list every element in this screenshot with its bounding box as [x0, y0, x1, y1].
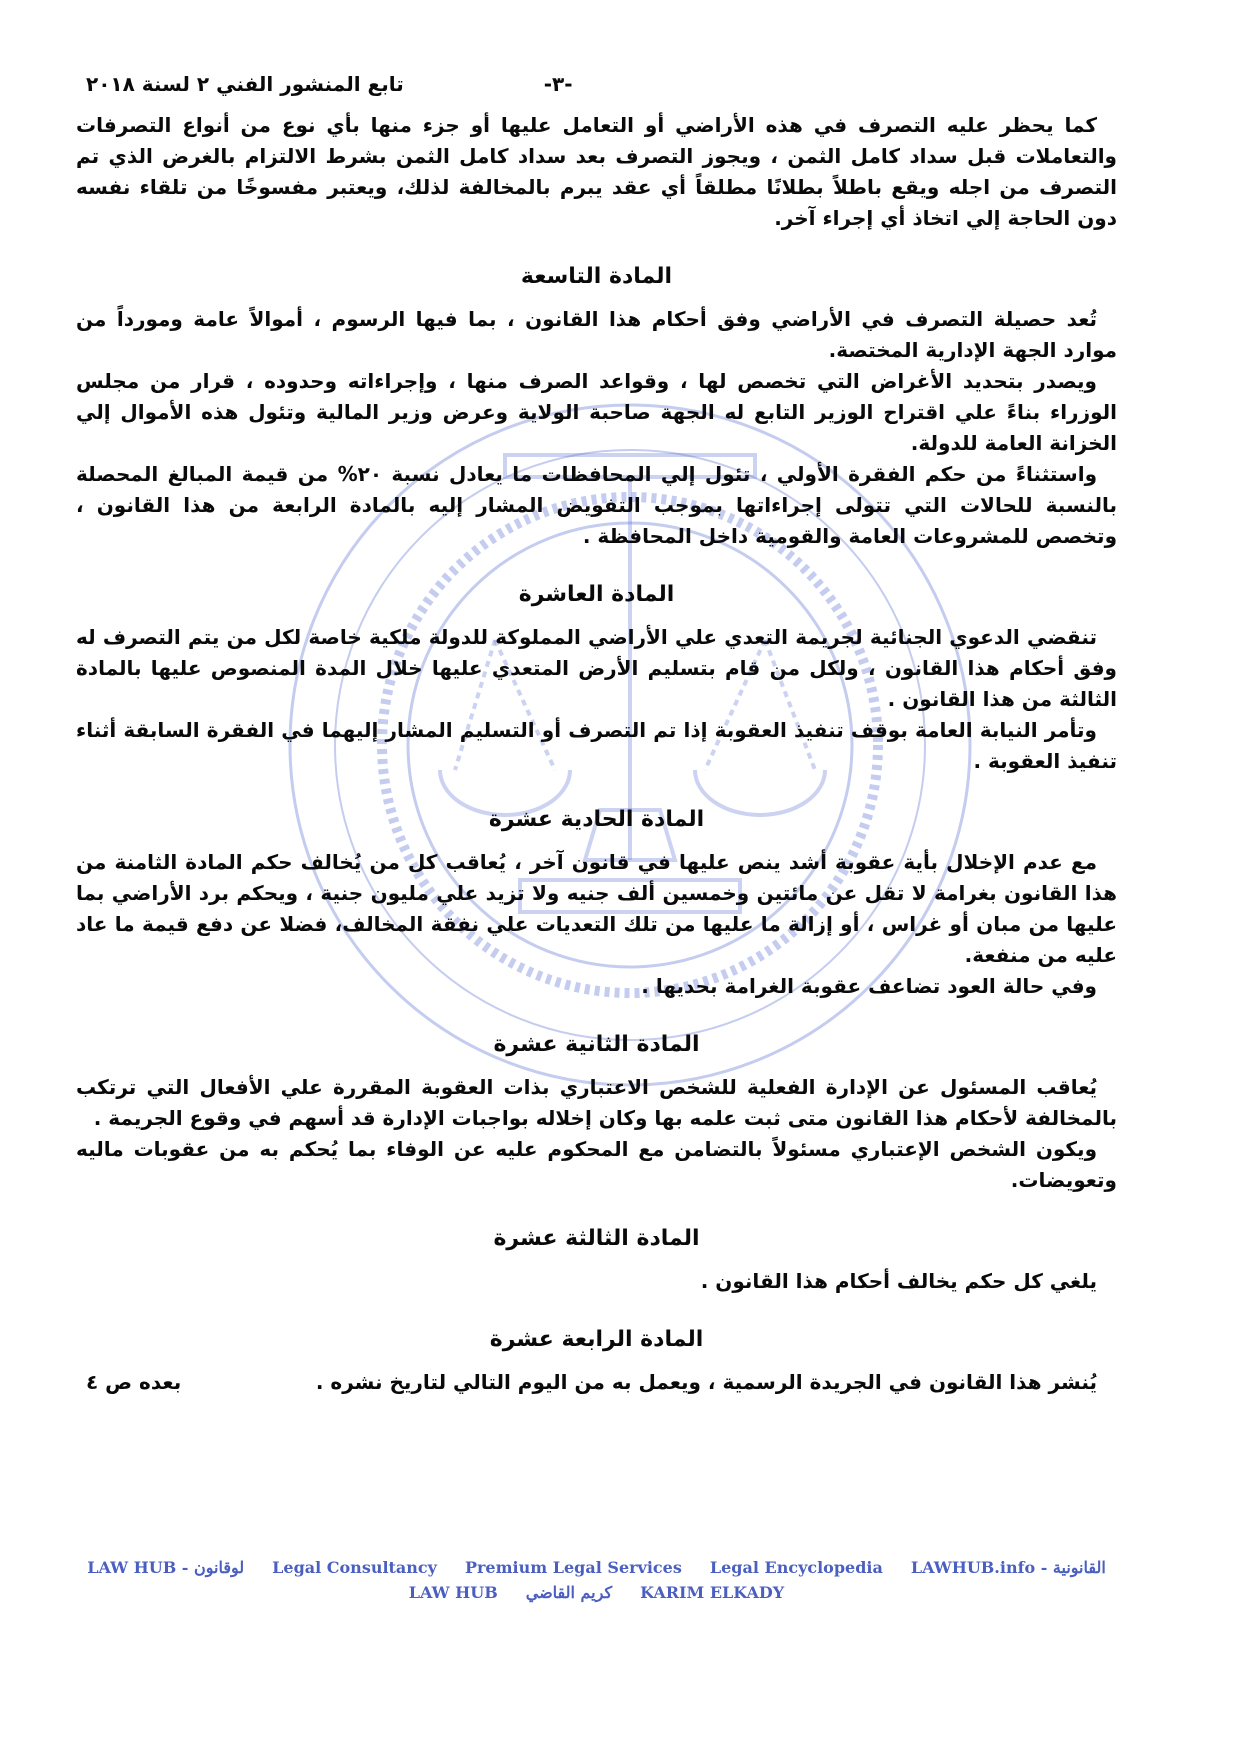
watermark-name-en: KARIM ELKADY [640, 1583, 785, 1602]
article-13-heading: المادة الثالثة عشرة [493, 1226, 700, 1251]
watermark-ring-bottom-right: Legal Encyclopedia [709, 1558, 883, 1577]
article-9-paragraph-2: ويصدر بتحديد الأغراض التي تخصص لها ، وقواعد الصرف منها ، وإجراءاته وحدوده ، قرار من مجلس الوزراء بناءً علي اقتراح الوزير التابع له الجهة صاحبة الولاية وعرض وزير المالية وتئول هذه الأموال إلي الخزانة العامة للدولة. [76, 369, 1117, 455]
article-9-paragraph-3: واستثناءً من حكم الفقرة الأولي ، تئول إلي المحافظات ما يعادل نسبة ٢٠% من قيمة المبالغ المحصلة بالنسبة للحالات التي تتولى إجراءاتها بموجب التفويض المشار إليه بالمادة الرابعة من هذا القانون ، وتخصص للمشروعات العامة والقومية داخل المحافظة . [76, 462, 1117, 548]
watermark-top-arc: LAW HUB - لوقانون [87, 1558, 245, 1577]
watermark-ring-left: Legal Consultancy [272, 1558, 437, 1577]
article-10-paragraph-2: وتأمر النيابة العامة بوقف تنفيذ العقوبة إذا تم التصرف أو التسليم المشار إليهما في الفقرة السابقة أثناء تنفيذ العقوبة . [76, 718, 1117, 773]
article-9-heading: المادة التاسعة [520, 264, 673, 289]
watermark-name-ar: كريم القاضي [525, 1583, 613, 1602]
intro-paragraph: كما يحظر عليه التصرف في هذه الأراضي أو التعامل عليها أو جزء منها بأي نوع من أنواع التصرفات والتعاملات قبل سداد كامل الثمن ، ويجوز التصرف بعد سداد كامل الثمن بشرط الالتزام بالغرض الذي تم التصرف من اجله ويقع باطلاً بطلانًا مطلقاً أي عقد يبرم بالمخالفة لذلك، ويعتبر مفسوخًا من تلقاء نفسه دون الحاجة إلي اتخاذ أي إجراء آخر. [76, 113, 1117, 230]
article-10-heading: المادة العاشرة [518, 582, 675, 607]
article-11-paragraph-2: وفي حالة العود تضاعف عقوبة الغرامة بحديها . [641, 974, 1097, 998]
continued-on-page-note: بعده ص ٤ [86, 1370, 182, 1394]
page-number: -٣- [543, 72, 573, 96]
article-14-paragraph-1: يُنشر هذا القانون في الجريدة الرسمية ، ويعمل به من اليوم التالي لتاريخ نشره . [315, 1370, 1097, 1394]
watermark-labels [76, 1548, 1117, 1602]
article-12-paragraph-1: يُعاقب المسئول عن الإدارة الفعلية للشخص الاعتباري بذات العقوبة المقررة علي الأفعال التي ترتكب بالمخالفة لأحكام هذا القانون متى ثبت علمه بها وكان إخلاله بواجبات الإدارة قد أسهم في وقوع الجريمة . [76, 1075, 1117, 1130]
article-9-paragraph-1: تُعد حصيلة التصرف في الأراضي وفق أحكام هذا القانون ، بما فيها الرسوم ، أموالاً عامة ومورداً من موارد الجهة الإدارية المختصة. [76, 307, 1117, 362]
article-13-paragraph-1: يلغي كل حكم يخالف أحكام هذا القانون . [700, 1269, 1097, 1293]
watermark-bottom-arc: LAWHUB.info - القانونية [910, 1558, 1106, 1577]
watermark-ring-right: Premium Legal Services [464, 1558, 682, 1577]
article-11-paragraph-1: مع عدم الإخلال بأية عقوبة أشد ينص عليها في قانون آخر ، يُعاقب كل من يُخالف حكم المادة الثامنة من هذا القانون بغرامة لا تقل عن مائتين وخمسين ألف جنيه ولا تزيد علي مليون جنية ، ويحكم برد الأراضي بما عليها من مبان أو غراس ، أو إزالة ما عليها من تلك التعديات علي نفقة المخالف، فضلا عن دفع قيمة ما عاد عليه من منفعة. [76, 850, 1117, 967]
article-14-heading: المادة الرابعة عشرة [489, 1327, 704, 1352]
final-line-row [76, 1367, 1117, 1398]
article-12-paragraph-2: ويكون الشخص الإعتباري مسئولاً بالتضامن مع المحكوم عليه عن الوفاء بما يُحكم به من عقوبات ماليه وتعويضات. [76, 1137, 1117, 1192]
running-title: تابع المنشور الفني ٢ لسنة ٢٠١٨ [86, 72, 404, 96]
article-10-paragraph-1: تنقضي الدعوي الجنائية لجريمة التعدي علي الأراضي المملوكة للدولة ملكية خاصة لكل من يتم التصرف له وفق أحكام هذا القانون ، ولكل من قام بتسليم الأرض المتعدي عليها خلال المدة المنصوص عليها بالمادة الثالثة من هذا القانون . [76, 625, 1117, 711]
article-11-heading: المادة الحادية عشرة [488, 807, 705, 832]
article-12-heading: المادة الثانية عشرة [493, 1032, 700, 1057]
page-header [86, 72, 1117, 96]
watermark-badge: LAW HUB [408, 1583, 498, 1602]
